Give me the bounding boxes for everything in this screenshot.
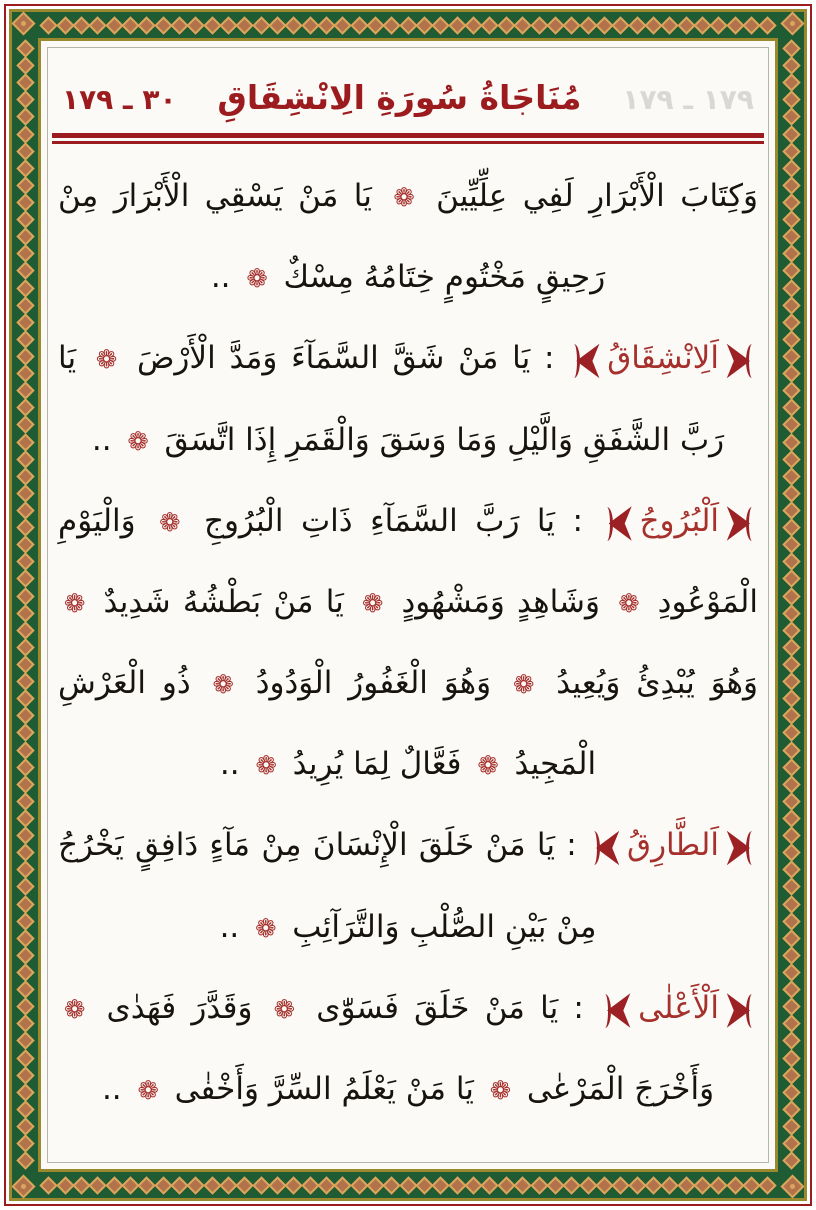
border-diamond-icon xyxy=(432,1176,450,1194)
border-diamond-icon xyxy=(252,16,270,34)
border-diamond-icon xyxy=(628,16,646,34)
ornate-bracket-right-icon xyxy=(723,482,758,562)
border-diamond-icon xyxy=(782,1032,800,1050)
border-diamond-icon xyxy=(782,724,800,742)
border-diamond-icon xyxy=(782,159,800,177)
surah-name: اَلْبُرُوجُ xyxy=(639,502,719,539)
page-content xyxy=(48,48,768,1162)
border-diamond-icon xyxy=(782,416,800,434)
border-diamond-icon xyxy=(334,1176,352,1194)
border-diamond-icon xyxy=(16,724,34,742)
border-diamond-icon xyxy=(464,16,482,34)
rosette-icon: ❁ xyxy=(212,669,234,699)
border-diamond-icon xyxy=(782,638,800,656)
border-diamond-icon xyxy=(56,1176,74,1194)
page-header xyxy=(48,48,768,117)
border-diamond-icon xyxy=(399,16,417,34)
border-diamond-icon xyxy=(89,1176,107,1194)
border-diamond-icon xyxy=(16,912,34,930)
prayer-paragraph: اَلطَّارِقُ : يَا مَنْ خَلَقَ الْإِنْسَانَ مِنْ مَآءٍ دَافِقٍ يَخْرُجُ مِنْ بَيْنِ الصُّلْبِ وَالتَّرَآئِبِ ❁ .. xyxy=(58,805,758,968)
border-diamond-icon xyxy=(285,1176,303,1194)
prayer-paragraph: اَلِانْشِقَاقُ : يَا مَنْ شَقَّ السَّمَآءَ وَمَدَّ الْأَرْضَ ❁ يَا رَبَّ الشَّفَقِ وَالَّيْلِ وَمَا وَسَقَ وَالْقَمَرِ إِذَا اتَّسَقَ ❁ .. xyxy=(58,318,758,481)
ornate-bracket-left-icon xyxy=(568,320,603,400)
border-diamond-icon xyxy=(432,16,450,34)
border-diamond-icon xyxy=(16,108,34,126)
border-diamond-icon xyxy=(661,16,679,34)
border-diamond-icon xyxy=(40,16,58,34)
surah-name: اَلْأَعْلٰى xyxy=(638,989,719,1026)
border-diamond-icon xyxy=(759,16,777,34)
border-diamond-icon xyxy=(782,108,800,126)
page-number-showthrough: ١٧٩ ـ ١٧٩ xyxy=(622,83,754,116)
border-diamond-icon xyxy=(89,16,107,34)
ornate-bracket-left-icon xyxy=(588,807,623,887)
border-diamond-icon xyxy=(301,16,319,34)
border-diamond-icon xyxy=(481,1176,499,1194)
border-diamond-icon xyxy=(782,758,800,776)
border-diamond-icon xyxy=(782,895,800,913)
border-diamond-icon xyxy=(16,758,34,776)
border-diamond-icon xyxy=(154,1176,172,1194)
border-diamond-icon xyxy=(187,1176,205,1194)
border-diamond-icon xyxy=(105,16,123,34)
border-corner-ornament-icon xyxy=(780,11,804,35)
border-diamond-icon xyxy=(16,450,34,468)
border-diamond-icon xyxy=(782,878,800,896)
border-diamond-icon xyxy=(497,1176,515,1194)
border-diamond-icon xyxy=(726,16,744,34)
border-diamond-icon xyxy=(236,1176,254,1194)
border-diamond-icon xyxy=(350,16,368,34)
border-diamond-icon xyxy=(252,1176,270,1194)
border-diamond-icon xyxy=(782,1083,800,1101)
rosette-icon: ❁ xyxy=(513,669,535,699)
rosette-icon: ❁ xyxy=(64,993,86,1024)
border-diamond-icon xyxy=(203,1176,221,1194)
ornate-bracket-right-icon xyxy=(723,969,758,1049)
border-diamond-icon xyxy=(334,16,352,34)
border-diamond-chain-left xyxy=(16,40,34,1170)
border-diamond-icon xyxy=(710,1176,728,1194)
border-diamond-icon xyxy=(16,1151,34,1169)
border-diamond-icon xyxy=(154,16,172,34)
header-divider xyxy=(52,133,764,144)
rosette-icon: ❁ xyxy=(618,588,640,618)
border-diamond-icon xyxy=(782,450,800,468)
border-diamond-icon xyxy=(301,1176,319,1194)
border-diamond-icon xyxy=(16,621,34,639)
border-diamond-chain-top xyxy=(40,16,776,34)
rosette-icon: ❁ xyxy=(273,993,295,1024)
colon-separator: : xyxy=(555,502,601,539)
page-title: مُنَاجَاةُ سُورَةِ الِانْشِقَاقِ xyxy=(217,78,582,117)
border-diamond-chain-bottom xyxy=(40,1176,776,1194)
border-diamond-icon xyxy=(16,279,34,297)
border-corner-ornament-icon xyxy=(780,1174,804,1198)
rosette-icon: ❁ xyxy=(361,588,384,618)
border-diamond-icon xyxy=(782,279,800,297)
border-diamond-icon xyxy=(16,741,34,759)
border-diamond-icon xyxy=(16,878,34,896)
border-diamond-icon xyxy=(782,1049,800,1067)
border-diamond-icon xyxy=(105,1176,123,1194)
border-diamond-icon xyxy=(448,16,466,34)
page-numbers: ٣٠ ـ ١٧٩ xyxy=(62,83,177,116)
border-diamond-icon xyxy=(40,1176,58,1194)
border-diamond-icon xyxy=(677,16,695,34)
border-diamond-icon xyxy=(138,16,156,34)
border-diamond-icon xyxy=(782,587,800,605)
border-diamond-icon xyxy=(383,16,401,34)
border-diamond-icon xyxy=(16,262,34,280)
border-diamond-icon xyxy=(16,1066,34,1084)
rosette-icon: ❁ xyxy=(246,263,268,293)
prayer-paragraph: اَلْبُرُوجُ : يَا رَبَّ السَّمَآءِ ذَاتِ الْبُرُوجِ ❁ وَالْيَوْمِ الْمَوْعُودِ ❁ وَشَاهِدٍ وَمَشْهُودٍ ❁ يَا مَنْ بَطْشُهُ شَدِيدٌ ❁ وَهُوَ يُبْدِئُ وَيُعِيدُ ❁ وَهُوَ الْغَفُورُ الْوَدُودُ ❁ ذُو الْعَرْشِ الْمَجِيدُ ❁ فَعَّالٌ لِمَا يُرِيدُ ❁ .. xyxy=(58,481,758,806)
border-diamond-icon xyxy=(16,638,34,656)
border-diamond-icon xyxy=(661,1176,679,1194)
border-diamond-icon xyxy=(563,1176,581,1194)
border-diamond-icon xyxy=(383,1176,401,1194)
border-diamond-icon xyxy=(16,1032,34,1050)
border-diamond-icon xyxy=(612,16,630,34)
rosette-icon: ❁ xyxy=(137,1075,159,1105)
border-diamond-icon xyxy=(782,1100,800,1118)
border-diamond-icon xyxy=(481,16,499,34)
colon-separator: : xyxy=(558,989,600,1026)
border-diamond-icon xyxy=(530,1176,548,1194)
border-diamond-icon xyxy=(16,895,34,913)
border-diamond-icon xyxy=(782,296,800,314)
border-diamond-icon xyxy=(16,1049,34,1067)
border-diamond-icon xyxy=(782,1066,800,1084)
border-diamond-icon xyxy=(563,16,581,34)
border-diamond-icon xyxy=(16,1100,34,1118)
border-diamond-icon xyxy=(726,1176,744,1194)
border-diamond-icon xyxy=(782,125,800,143)
border-diamond-icon xyxy=(16,570,34,588)
rosette-icon: ❁ xyxy=(255,912,277,943)
border-diamond-icon xyxy=(138,1176,156,1194)
border-diamond-icon xyxy=(16,296,34,314)
ornate-bracket-left-icon xyxy=(599,969,634,1049)
border-diamond-icon xyxy=(782,1151,800,1169)
rosette-icon: ❁ xyxy=(393,182,415,212)
border-diamond-icon xyxy=(16,433,34,451)
border-diamond-icon xyxy=(759,1176,777,1194)
border-diamond-icon xyxy=(16,792,34,810)
border-diamond-icon xyxy=(628,1176,646,1194)
ornate-bracket-left-icon xyxy=(601,482,636,562)
border-diamond-icon xyxy=(782,912,800,930)
border-diamond-icon xyxy=(16,467,34,485)
ornate-bracket-right-icon xyxy=(723,807,758,887)
border-diamond-icon xyxy=(236,16,254,34)
border-diamond-icon xyxy=(782,604,800,622)
border-diamond-icon xyxy=(782,433,800,451)
border-diamond-icon xyxy=(579,16,597,34)
border-diamond-icon xyxy=(187,16,205,34)
border-diamond-icon xyxy=(782,741,800,759)
border-diamond-icon xyxy=(677,1176,695,1194)
prayer-text-body xyxy=(48,156,768,1130)
surah-name: اَلِانْشِقَاقُ xyxy=(607,340,719,376)
border-diamond-icon xyxy=(16,929,34,947)
prayer-paragraph: وَكِتَابَ الْأَبْرَارِ لَفِي عِلِّيِّينَ ❁ يَا مَنْ يَسْقِي الْأَبْرَارَ مِنْ رَحِيقٍ مَخْتُومٍ خِتَامُهُ مِسْكٌ ❁ .. xyxy=(58,178,758,295)
rosette-icon: ❁ xyxy=(127,425,149,456)
border-diamond-icon xyxy=(497,16,515,34)
border-diamond-icon xyxy=(464,1176,482,1194)
border-diamond-icon xyxy=(513,16,531,34)
border-diamond-icon xyxy=(16,1083,34,1101)
border-diamond-icon xyxy=(782,775,800,793)
border-diamond-icon xyxy=(16,416,34,434)
rosette-icon: ❁ xyxy=(477,750,499,780)
border-diamond-icon xyxy=(16,587,34,605)
rosette-icon: ❁ xyxy=(255,750,277,780)
border-diamond-icon xyxy=(16,946,34,964)
border-diamond-icon xyxy=(16,125,34,143)
border-diamond-icon xyxy=(782,929,800,947)
border-diamond-icon xyxy=(16,604,34,622)
border-diamond-icon xyxy=(782,946,800,964)
border-diamond-icon xyxy=(16,313,34,331)
rosette-icon: ❁ xyxy=(489,1075,512,1105)
border-corner-ornament-icon xyxy=(11,1174,35,1198)
border-diamond-icon xyxy=(782,621,800,639)
border-diamond-icon xyxy=(782,467,800,485)
rosette-icon: ❁ xyxy=(159,506,181,537)
border-diamond-icon xyxy=(513,1176,531,1194)
border-diamond-icon xyxy=(56,16,74,34)
border-diamond-icon xyxy=(285,16,303,34)
border-diamond-icon xyxy=(16,159,34,177)
border-diamond-icon xyxy=(782,570,800,588)
border-diamond-icon xyxy=(782,262,800,280)
surah-name: اَلطَّارِقُ xyxy=(627,827,719,863)
rosette-icon: ❁ xyxy=(64,588,86,618)
colon-separator: : xyxy=(555,827,589,863)
border-diamond-chain-right xyxy=(782,40,800,1170)
border-diamond-icon xyxy=(203,16,221,34)
border-diamond-icon xyxy=(612,1176,630,1194)
prayer-paragraph: اَلْأَعْلٰى : يَا مَنْ خَلَقَ فَسَوّٰى ❁ وَقَدَّرَ فَهَدٰى ❁ وَأَخْرَجَ الْمَرْعٰى ❁ يَا مَنْ يَعْلَمُ السِّرَّ وَأَخْفٰى ❁ .. xyxy=(58,968,758,1131)
border-diamond-icon xyxy=(782,313,800,331)
colon-separator: : xyxy=(530,340,569,376)
border-diamond-icon xyxy=(782,792,800,810)
rosette-icon: ❁ xyxy=(95,344,118,374)
border-diamond-icon xyxy=(710,16,728,34)
border-diamond-icon xyxy=(350,1176,368,1194)
divider-thin-line xyxy=(52,141,764,144)
border-diamond-icon xyxy=(782,142,800,160)
border-diamond-icon xyxy=(579,1176,597,1194)
ornate-bracket-right-icon xyxy=(723,320,758,400)
border-diamond-icon xyxy=(399,1176,417,1194)
border-diamond-icon xyxy=(16,775,34,793)
border-diamond-icon xyxy=(448,1176,466,1194)
border-corner-ornament-icon xyxy=(11,11,35,35)
border-diamond-icon xyxy=(16,142,34,160)
border-diamond-icon xyxy=(530,16,548,34)
